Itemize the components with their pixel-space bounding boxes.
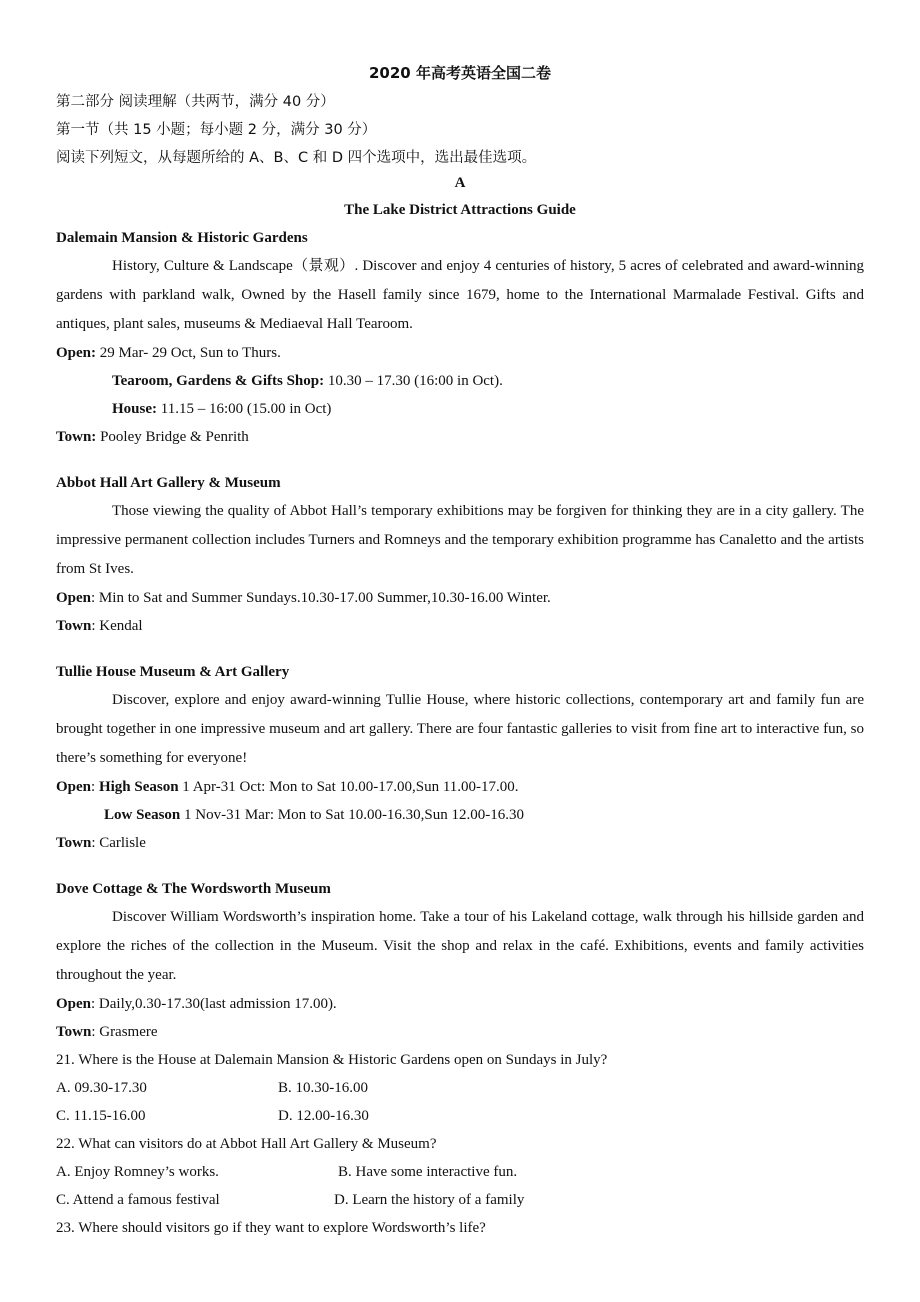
- town: [56, 829, 864, 857]
- option-b[interactable]: B. 10.30-16.00: [278, 1080, 368, 1096]
- attraction-name: Tullie House Museum & Art Gallery: [56, 664, 290, 680]
- town: [56, 423, 864, 451]
- open-label: Open: [56, 996, 92, 1012]
- attraction-dalemain: [56, 224, 864, 451]
- open-value: : Daily,0.30-17.30(last admission 17.00).: [91, 996, 337, 1012]
- spacer: [56, 640, 864, 658]
- high-season-label: High Season: [98, 779, 179, 795]
- town: [56, 1018, 864, 1046]
- house-value: 11.15 – 16:00 (15.00 in Oct): [157, 401, 332, 417]
- town-label: Town:: [56, 429, 97, 445]
- attraction-description: Discover William Wordsworth’s inspiration home. Take a tour of his Lakeland cottage, walk through his hillside garden and explore the riches of the collection in the Museum. Visit the shop and relax in the café. Exhibitions, events and family activities throughout the year.: [56, 909, 864, 983]
- open-value: 29 Mar- 29 Oct, Sun to Thurs.: [96, 345, 281, 361]
- option-row: [56, 1074, 864, 1102]
- attraction-name: Dalemain Mansion & Historic Gardens: [56, 230, 308, 246]
- attraction-tullie-house: [56, 658, 864, 857]
- option-a[interactable]: A. 09.30-17.30: [56, 1080, 147, 1096]
- open-hours: [56, 339, 864, 367]
- instruction-text: 阅读下列短文，从每题所给的 A、B、C 和 D 四个选项中，选出最佳选项。: [56, 150, 537, 166]
- attraction-description: Those viewing the quality of Abbot Hall’s temporary exhibitions may be forgiven for thinking they are in a city gallery. The impressive permanent collection includes Turners and Romneys and the temporary exhibition programme has Canaletto and the artists from St Ives.: [56, 503, 864, 577]
- open-label: Open: [56, 779, 92, 795]
- open-value: : Min to Sat and Summer Sundays.10.30-17.00 Summer,10.30-16.00 Winter.: [91, 590, 551, 606]
- open-hours-low: [56, 801, 864, 829]
- part-heading: 第二部分 阅读理解（共两节，满分 40 分）: [56, 94, 335, 110]
- section-heading: 第一节（共 15 小题；每小题 2 分，满分 30 分）: [56, 122, 377, 138]
- option-b[interactable]: B. Have some interactive fun.: [338, 1164, 518, 1180]
- exam-page: [56, 58, 864, 1242]
- tearoom-label: Tearoom, Gardens & Gifts Shop:: [112, 373, 325, 389]
- low-season-label: Low Season: [104, 807, 181, 823]
- attraction-dove-cottage: [56, 875, 864, 1046]
- question-stem: 23. Where should visitors go if they want to explore Wordsworth’s life?: [56, 1220, 486, 1236]
- passage-label: A: [454, 175, 466, 191]
- tearoom-value: 10.30 – 17.30 (16:00 in Oct).: [324, 373, 503, 389]
- town-label: Town: [56, 835, 92, 851]
- option-row: [56, 1158, 864, 1186]
- attraction-abbot-hall: [56, 469, 864, 640]
- spacer: [56, 857, 864, 875]
- option-c[interactable]: C. Attend a famous festival: [56, 1192, 220, 1208]
- option-row: [56, 1186, 864, 1214]
- question-21: [56, 1046, 864, 1130]
- question-23: [56, 1214, 864, 1242]
- high-season-value: 1 Apr-31 Oct: Mon to Sat 10.00-17.00,Sun 11.00-17.00.: [178, 779, 519, 795]
- passage-title: The Lake District Attractions Guide: [344, 202, 576, 218]
- open-label: Open: [56, 590, 92, 606]
- question-22: [56, 1130, 864, 1214]
- town-value: : Carlisle: [91, 835, 146, 851]
- town-value: : Kendal: [91, 618, 143, 634]
- town-value: : Grasmere: [91, 1024, 158, 1040]
- exam-title: 2020 年高考英语全国二卷: [369, 64, 551, 82]
- spacer: [56, 451, 864, 469]
- option-row: [56, 1102, 864, 1130]
- attraction-name: Abbot Hall Art Gallery & Museum: [56, 475, 281, 491]
- town-value: Pooley Bridge & Penrith: [96, 429, 249, 445]
- house-label: House:: [112, 401, 157, 417]
- attraction-description: History, Culture & Landscape（景观）. Discover and enjoy 4 centuries of history, 5 acres of celebrated and award-winning gardens with parkland walk, Owned by the Hasell family since 1679, home to the International Marmalade Festival. Gifts and antiques, plant sales, museums & Mediaeval Hall Tearoom.: [56, 258, 864, 332]
- question-stem: 22. What can visitors do at Abbot Hall Art Gallery & Museum?: [56, 1136, 437, 1152]
- low-season-value: 1 Nov-31 Mar: Mon to Sat 10.00-16.30,Sun 12.00-16.30: [180, 807, 525, 823]
- town: [56, 612, 864, 640]
- attraction-description: Discover, explore and enjoy award-winning Tullie House, where historic collections, contemporary art and family fun are brought together in one impressive museum and art gallery. There are four fantastic galleries to visit from fine art to interactive fun, so there’s something for everyone!: [56, 692, 864, 766]
- option-a[interactable]: A. Enjoy Romney’s works.: [56, 1164, 219, 1180]
- tearoom-hours: [56, 367, 864, 395]
- town-label: Town: [56, 618, 92, 634]
- town-label: Town: [56, 1024, 92, 1040]
- option-d[interactable]: D. Learn the history of a family: [334, 1192, 525, 1208]
- open-separator: :: [91, 779, 99, 795]
- option-c[interactable]: C. 11.15-16.00: [56, 1108, 146, 1124]
- question-stem: 21. Where is the House at Dalemain Mansion & Historic Gardens open on Sundays in July?: [56, 1052, 608, 1068]
- house-hours: [56, 395, 864, 423]
- option-d[interactable]: D. 12.00-16.30: [278, 1108, 369, 1124]
- open-hours: [56, 584, 864, 612]
- open-label: Open:: [56, 345, 97, 361]
- attraction-name: Dove Cottage & The Wordsworth Museum: [56, 881, 331, 897]
- open-hours: [56, 990, 864, 1018]
- open-hours-high: [56, 773, 864, 801]
